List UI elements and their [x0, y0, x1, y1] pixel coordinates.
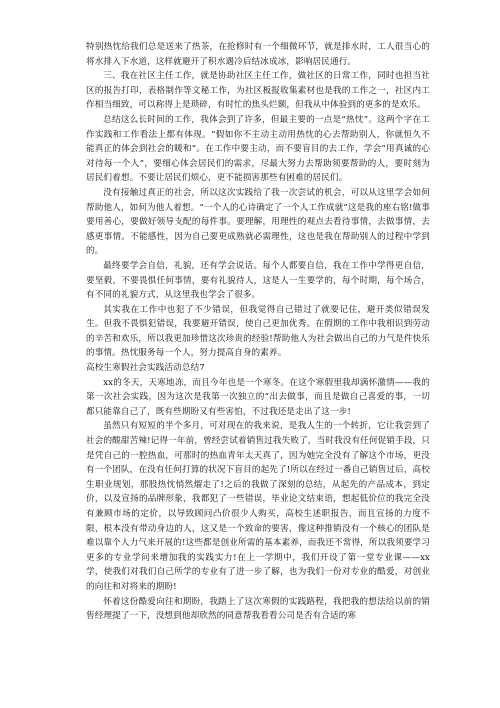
paragraph-community-work: 三、我在社区主任工作，就是协助社区主任工作，做社区的日常工作，同时也担当社区的报告打印，表格制作等文秘工作，为社区板报收集素材也是我的工作之一，社区内工作相当细致，可以称得上是琐碎，有时忙的焦头烂额，但我从中体验到的更多的是欢乐。: [86, 71, 430, 111]
paragraph-turning-point: 虽然只有短短的半个多月，可对现在的我来说，是我人生的一个转折，它让我尝到了社会的酸甜苦辣!记得一年前，曾经尝试着销售过我失败了，当时我没有任何促销手段，只是凭自己的一腔热血，可那时的热血青年太天真了，因为她完全没有了解这个市场，更没有一个团队，在没有任何打算的状况下盲目的起先了!所以在经过一番自己销售过后，高校生职业规划，那股热忱悄然熘走了!之后的我做了深刻的总结，从起先的产品成本，到定价，以及宣扬的品牌形象，我都犯了一些错误，毕业论文结束语，想起低价位的我完全没有兼顾市场的定价，以导致顾问凸价很少人购买，高校生述职报告，而且宣扬的力度不限，根本没有带动身边的人，这又是一个致命的要害，像这种推销没有一个核心的团队是难以靠个人力气来开展的!这些都是创业所需的基本素养，而我还不常得，所以我须要学习更多的专业学问来增加我的实践实力!在上一学期中，我们开设了第一堂专业课——xx学，使我们对我们自己所学的专业有了进一步了解，也为我们一份对专业的酷爱，对创业的向往和对将来的期盼!: [86, 421, 430, 592]
document-page: [86, 40, 430, 624]
paragraph-mistakes: 其实我在工作中也犯了不少错误，但我觉得自己错过了就要记住，避开类似错误发生。但我不畏惧犯错误，我要避开错误，使自己更加优秀。在假期的工作中我相识到劳动的辛苦和欢乐，所以我更加珍惜这次珍贵的经验!帮助他人为社会做出自己的力气是件快乐的事情。热忱服务每一个人，努力提高自身的素养。: [86, 304, 430, 359]
section-heading: 高校生寒假社会实践活动总结7: [86, 363, 205, 374]
paragraph-confidence: 最终要学会自信，礼貌，还有学会说话。每个人都要自信，我在工作中学得更自信，要坚毅，不要畏惧任何事情，要有礼貌待人，这是人一生要学的，每个时期，每个场合，有不同的礼貌方式，从这里我也学会了很多。: [86, 260, 430, 301]
paragraph-social-experience: 没有接触过真正的社会，所以这次实践给了我一次尝试的机会，可以从这里学会如何帮助他人，如何为他人着想。“一个人的心诗确定了一个人工作成就”这是我的座右铭!做事要用善心，要做好领导支配的每件事。要理解，用理性的观点去看待事情，去做事情，去感更事情。不能感性，因为自己要更成熟就必需理性，这也是我在帮助别人的过程中学到的。: [86, 187, 430, 257]
paragraph-practice-journey: 怀着这份酷爱向往和期盼，我踏上了这次寒假的实践路程，我把我的想法给以前的销售经理提了一下，没想到他却欣然的同意帮我看看公司是否有合适的寒: [86, 596, 430, 622]
paragraph-enthusiasm-summary: 总结这么长时间的工作，我体会到了许多，但最主要的一点是“热忱”。这两个字在工作实践和工作看法上都有体现。“假如你不主动主动用热忱的心去帮助别人，你就恒久不能真正的体会到社会的暖和”。在工作中要主动，而不要盲目的去工作，学会“用真诚的心对待每一个人”，要细心体会居民们的需求，尽最大努力去帮助须要帮助的人，要时刻为居民们着想。不要让居民们烦心，更不能损害那些有困难的居民们。: [86, 114, 430, 184]
paragraph-winter-practice: xx的冬天，天寒地冻，而且今年也是一个寒冬。在这个寒假里我却满怀激情——我的第一次社会实践，因为这次是我第一次独立的“出去做事，而且是做自己喜爱的事，一切都只能靠自己了，既有些期盼又有些害怕，不过我还是走出了这一步!: [86, 377, 430, 417]
paragraph-hot-tea: 特别热忱给我们总是送来了热茶，在抢修时有一个细微环节，就是排水时，工人很当心的将水排入下水道，这样就避开了积水遇冷后结冰成冰，影响居民通行。: [86, 42, 430, 67]
